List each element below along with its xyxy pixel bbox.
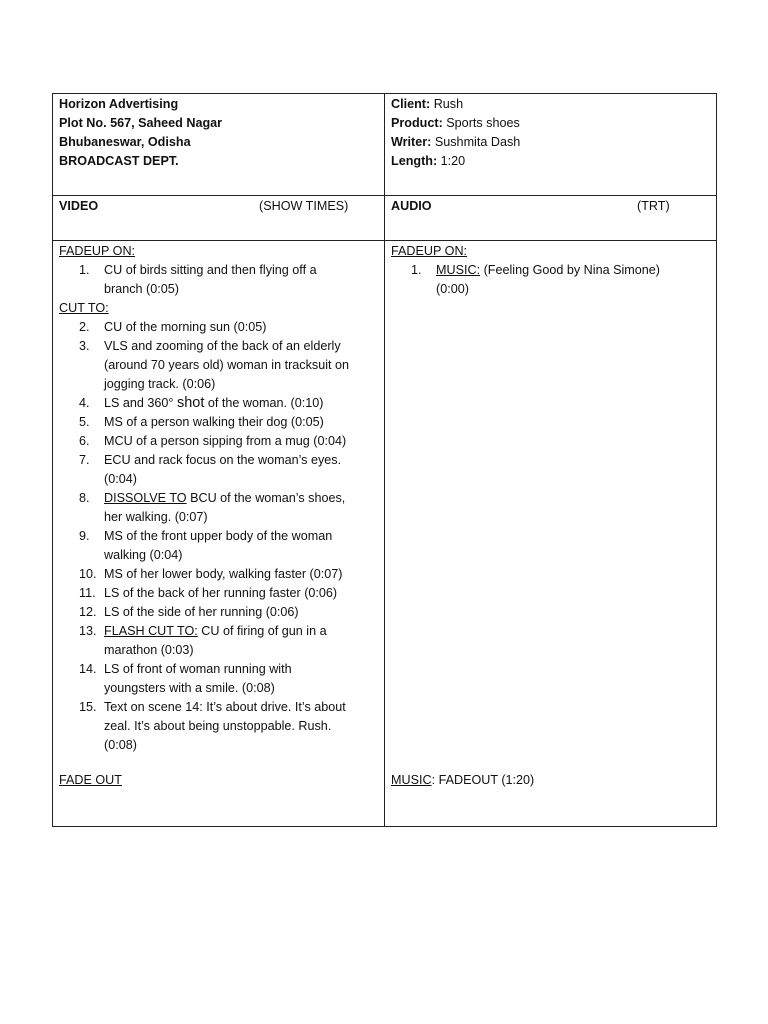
writer-label: Writer: (391, 135, 432, 149)
video-fadeup: FADEUP ON: (59, 244, 136, 258)
shot-text: zeal. It’s about being unstoppable. Rush. (104, 719, 332, 733)
shot-number: 4. (79, 396, 90, 410)
length-value: 1:20 (440, 154, 466, 168)
shot-number: 7. (79, 453, 90, 467)
product-value: Sports shoes (446, 116, 520, 130)
shot-item (59, 432, 379, 451)
shot-text: walking (0:04) (104, 548, 183, 562)
shot-text: CU of birds sitting and then flying off a (104, 263, 317, 277)
agency-name: Horizon Advertising (59, 97, 179, 111)
writer-value: Sushmita Dash (434, 135, 521, 149)
shot-text: youngsters with a smile. (0:08) (104, 681, 275, 695)
video-column (59, 242, 379, 755)
audio-cue-item (391, 261, 711, 299)
shot-text-part: CU of firing of gun in a (201, 624, 327, 638)
shot-number: 8. (79, 491, 90, 505)
shot-text-part: LS and 360° (104, 396, 174, 410)
length-label: Length: (391, 154, 438, 168)
video-fade-out: FADE OUT (59, 773, 122, 787)
shot-item (59, 451, 379, 489)
shot-text: LS of front of woman running with (104, 662, 292, 676)
shot-item (59, 527, 379, 565)
shot-text: jogging track. (0:06) (104, 377, 216, 391)
cut-to-transition: CUT TO: (59, 301, 109, 315)
header-divider (53, 195, 716, 196)
shot-text: (around 70 years old) woman in tracksuit on (104, 358, 350, 372)
shot-item (59, 394, 379, 413)
shot-item (59, 603, 379, 622)
shot-number: 15. (79, 700, 97, 714)
shot-number: 3. (79, 339, 90, 353)
shot-text: marathon (0:03) (104, 643, 194, 657)
audio-label: AUDIO (391, 199, 432, 213)
cue-text-part: (Feeling Good by Nina Simone) (483, 263, 660, 277)
shot-text: MS of her lower body, walking faster (0:07) (104, 567, 343, 581)
music-label: MUSIC (391, 773, 432, 787)
shot-item (59, 337, 379, 394)
cue-number: 1. (411, 263, 422, 277)
shot-text: (0:04) (104, 472, 137, 486)
shot-text: CU of the morning sun (0:05) (104, 320, 267, 334)
audio-cue-list (391, 261, 711, 299)
shot-text-part: BCU of the woman’s shoes, (190, 491, 346, 505)
shot-item (59, 489, 379, 527)
shot-number: 12. (79, 605, 97, 619)
shot-number: 5. (79, 415, 90, 429)
shot-text-part: shot (176, 395, 205, 411)
shot-item (59, 565, 379, 584)
shot-text: MCU of a person sipping from a mug (0:04) (104, 434, 347, 448)
flash-cut-to-transition: FLASH CUT TO: (104, 624, 198, 638)
shot-text: LS of the back of her running faster (0:06) (104, 586, 338, 600)
product-label: Product: (391, 116, 443, 130)
shot-number: 14. (79, 662, 97, 676)
cue-text (436, 261, 711, 280)
client-value: Rush (433, 97, 464, 111)
agency-address-line1: Plot No. 567, Saheed Nagar (59, 116, 223, 130)
music-label: MUSIC: (436, 263, 481, 277)
spot-meta-block (391, 95, 711, 171)
audio-column-heading (391, 197, 711, 216)
writer-row (391, 133, 711, 152)
shot-number: 2. (79, 320, 90, 334)
shot-number: 11. (79, 586, 96, 600)
length-row (391, 152, 711, 171)
dissolve-to-transition: DISSOLVE TO (104, 491, 187, 505)
agency-address-line2: Bhubaneswar, Odisha (59, 135, 191, 149)
shot-text: (0:08) (104, 738, 137, 752)
shot-text: branch (0:05) (104, 282, 179, 296)
shot-item (59, 413, 379, 432)
shot-number: 6. (79, 434, 90, 448)
shot-text: ECU and rack focus on the woman’s eyes. (104, 453, 342, 467)
shot-text: her walking. (0:07) (104, 510, 208, 524)
trt-label: (TRT) (637, 199, 670, 213)
agency-department: BROADCAST DEPT. (59, 154, 179, 168)
audio-column (391, 242, 711, 299)
shot-text: MS of a person walking their dog (0:05) (104, 415, 324, 429)
shot-text (104, 394, 379, 413)
shot-text-part: of the woman. (0:10) (207, 396, 324, 410)
column-header-divider (53, 240, 716, 241)
shot-text (104, 622, 379, 641)
client-label: Client: (391, 97, 431, 111)
cue-text: (0:00) (436, 282, 469, 296)
shot-text: MS of the front upper body of the woman (104, 529, 333, 543)
shot-item (59, 698, 379, 755)
shot-item (59, 622, 379, 660)
shot-item (59, 261, 379, 299)
shot-list-b (59, 318, 379, 755)
shot-text (104, 489, 379, 508)
shot-item (59, 318, 379, 337)
video-label: VIDEO (59, 199, 99, 213)
shot-text: LS of the side of her running (0:06) (104, 605, 299, 619)
shot-item (59, 584, 379, 603)
product-row (391, 114, 711, 133)
audio-music-fadeout (391, 771, 534, 790)
agency-block (59, 95, 379, 171)
client-row (391, 95, 711, 114)
shot-list-a (59, 261, 379, 299)
script-table (52, 93, 717, 827)
show-times-label: (SHOW TIMES) (259, 199, 349, 213)
audio-fadeup: FADEUP ON: (391, 244, 468, 258)
shot-number: 1. (79, 263, 90, 277)
column-divider (384, 94, 385, 826)
shot-number: 10. (79, 567, 97, 581)
shot-number: 9. (79, 529, 90, 543)
fadeout-text: : FADEOUT (1:20) (431, 773, 535, 787)
shot-text: VLS and zooming of the back of an elderly (104, 339, 341, 353)
shot-text: Text on scene 14: It’s about drive. It’s about (104, 700, 346, 714)
video-column-heading (59, 197, 379, 216)
shot-item (59, 660, 379, 698)
shot-number: 13. (79, 624, 97, 638)
